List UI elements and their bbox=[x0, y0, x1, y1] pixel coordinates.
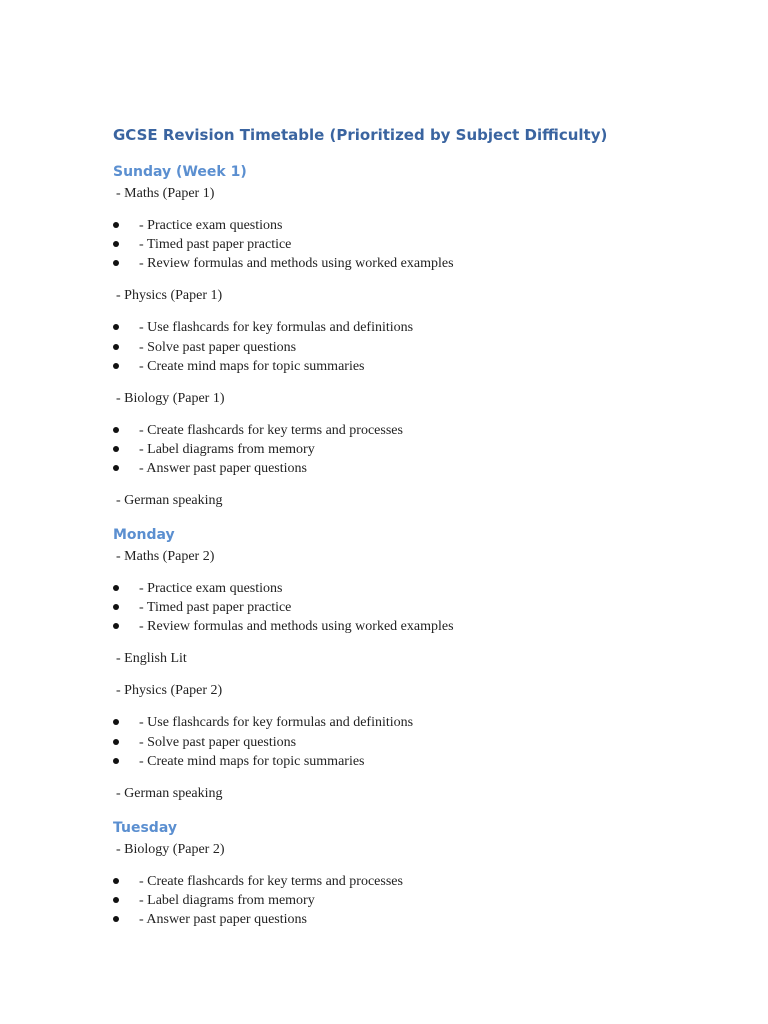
subject-maths-paper-2: - Maths (Paper 2) bbox=[116, 549, 215, 564]
list-item-text: - Timed past paper practice bbox=[139, 237, 292, 252]
bullet-icon bbox=[113, 465, 119, 471]
bullet-icon bbox=[113, 719, 119, 725]
subject-maths-paper-1: - Maths (Paper 1) bbox=[116, 186, 215, 201]
bullet-icon bbox=[113, 878, 119, 884]
bullet-icon bbox=[113, 604, 119, 610]
bullet-icon bbox=[113, 260, 119, 266]
subject-english-lit: - English Lit bbox=[116, 651, 187, 666]
list-item-text: - Create mind maps for topic summaries bbox=[139, 754, 365, 769]
list-item-text: - Create flashcards for key terms and processes bbox=[139, 874, 403, 889]
list-item-text: - Practice exam questions bbox=[139, 581, 283, 596]
list-item-text: - Timed past paper practice bbox=[139, 600, 292, 615]
bullet-icon bbox=[113, 446, 119, 452]
bullet-icon bbox=[113, 344, 119, 350]
list-item-text: - Create flashcards for key terms and processes bbox=[139, 423, 403, 438]
bullet-icon bbox=[113, 585, 119, 591]
day-heading-sunday: Sunday (Week 1) bbox=[113, 164, 247, 180]
list-item-text: - Review formulas and methods using worked examples bbox=[139, 619, 454, 634]
bullet-icon bbox=[113, 739, 119, 745]
list-item-text: - Create mind maps for topic summaries bbox=[139, 359, 365, 374]
list-item-text: - Label diagrams from memory bbox=[139, 893, 315, 908]
list-item-text: - Review formulas and methods using worked examples bbox=[139, 256, 454, 271]
subject-biology-paper-1: - Biology (Paper 1) bbox=[116, 391, 225, 406]
bullet-icon bbox=[113, 363, 119, 369]
subject-physics-paper-1: - Physics (Paper 1) bbox=[116, 288, 223, 303]
subject-physics-paper-2: - Physics (Paper 2) bbox=[116, 683, 223, 698]
list-item-text: - Answer past paper questions bbox=[139, 912, 307, 927]
bullet-icon bbox=[113, 758, 119, 764]
bullet-icon bbox=[113, 916, 119, 922]
bullet-icon bbox=[113, 241, 119, 247]
list-item-text: - Use flashcards for key formulas and definitions bbox=[139, 320, 414, 335]
bullet-icon bbox=[113, 222, 119, 228]
bullet-icon bbox=[113, 623, 119, 629]
day-heading-monday: Monday bbox=[113, 527, 175, 543]
list-item-text: - Practice exam questions bbox=[139, 218, 283, 233]
bullet-icon bbox=[113, 427, 119, 433]
subject-biology-paper-2: - Biology (Paper 2) bbox=[116, 842, 225, 857]
page-title: GCSE Revision Timetable (Prioritized by Subject Difficulty) bbox=[113, 126, 608, 144]
list-item-text: - Solve past paper questions bbox=[139, 340, 297, 355]
list-item-text: - Solve past paper questions bbox=[139, 735, 297, 750]
subject-german-speaking: - German speaking bbox=[116, 493, 223, 508]
bullet-icon bbox=[113, 324, 119, 330]
list-item-text: - Answer past paper questions bbox=[139, 461, 307, 476]
subject-german-speaking: - German speaking bbox=[116, 786, 223, 801]
day-heading-tuesday: Tuesday bbox=[113, 820, 177, 836]
bullet-icon bbox=[113, 897, 119, 903]
list-item-text: - Use flashcards for key formulas and definitions bbox=[139, 715, 414, 730]
list-item-text: - Label diagrams from memory bbox=[139, 442, 315, 457]
